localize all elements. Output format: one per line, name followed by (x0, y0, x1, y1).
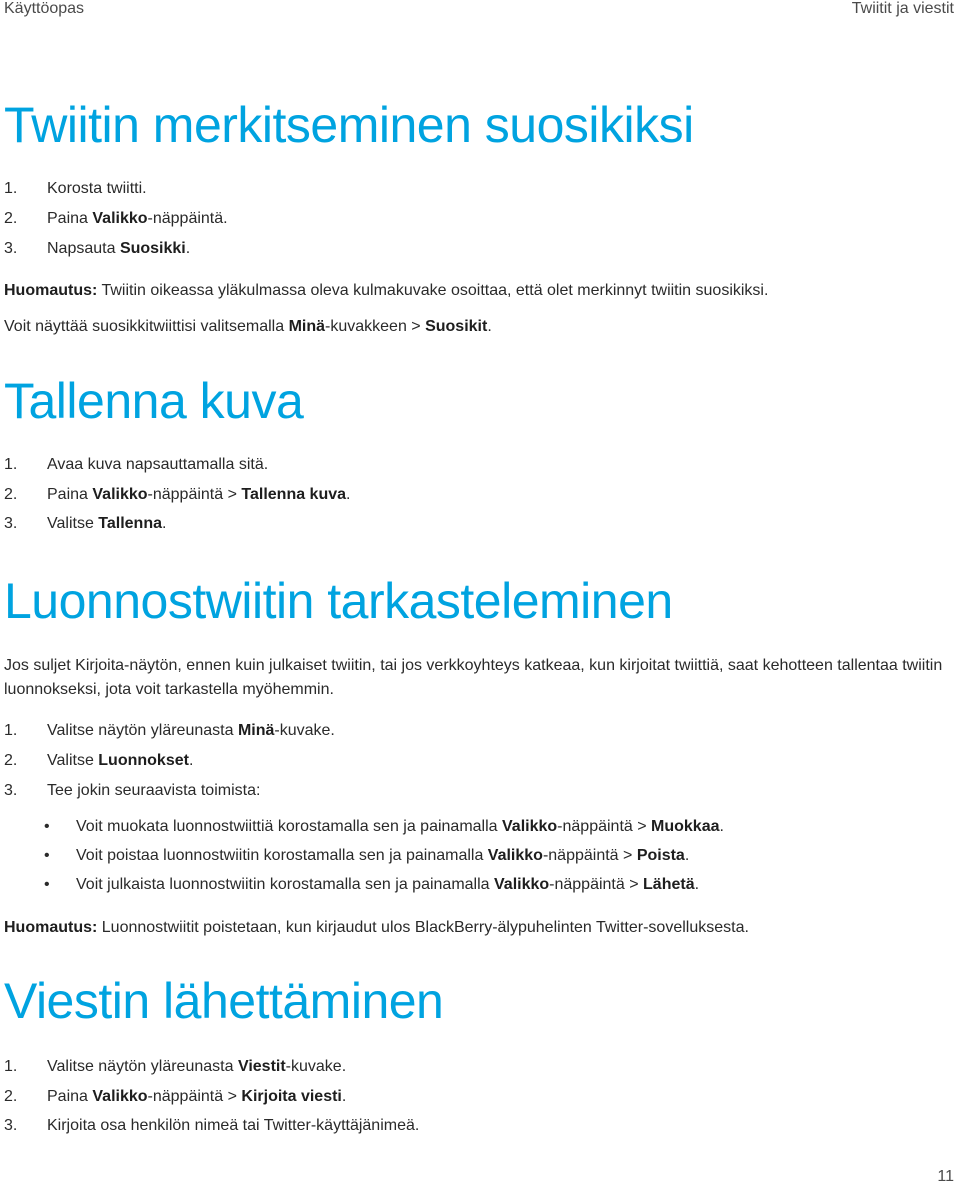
bullet-icon: • (44, 818, 50, 835)
list-item: 3. Napsauta Suosikki. (4, 240, 191, 257)
paragraph: Voit näyttää suosikkitwiittisi valitsemalla Minä-kuvakkeen > Suosikit. (4, 318, 492, 335)
bullet-item: • Voit poistaa luonnostwiitin korostamalla sen ja painamalla Valikko-näppäintä > Poista. (44, 847, 690, 864)
bullet-item: • Voit muokata luonnostwiittiä korostamalla sen ja painamalla Valikko-näppäintä > Muokkaa. (44, 818, 724, 835)
section-title-save-image: Tallenna kuva (4, 373, 304, 429)
section-title-send-message: Viestin lähettäminen (4, 973, 444, 1029)
list-item: 3. Tee jokin seuraavista toimista: (4, 782, 261, 799)
section-title-favorite: Twiitin merkitseminen suosikiksi (4, 97, 694, 153)
header-guide-title: Käyttöopas (4, 0, 85, 17)
list-item: 2. Valitse Luonnokset. (4, 752, 194, 769)
intro-paragraph: Jos suljet Kirjoita-näytön, ennen kuin julkaiset twiitin, tai jos verkkoyhteys katkeaa, kun kirjoitat twiittiä, saat kehotteen tallentaa twiitin luonnokseksi, jota voit tarkastella myöhemmin. (4, 657, 943, 698)
list-item: 3. Kirjoita osa henkilön nimeä tai Twitter-käyttäjänimeä. (4, 1117, 420, 1134)
list-item: 1. Avaa kuva napsauttamalla sitä. (4, 456, 269, 473)
list-item: 3. Valitse Tallenna. (4, 515, 167, 532)
bullet-item: • Voit julkaista luonnostwiitin korostamalla sen ja painamalla Valikko-näppäintä > Lähetä. (44, 876, 700, 893)
list-item: 2. Paina Valikko-näppäintä > Tallenna kuva. (4, 486, 351, 503)
header-chapter-title: Twiitit ja viestit (851, 0, 954, 17)
section-title-drafts: Luonnostwiitin tarkasteleminen (4, 573, 673, 629)
list-item: 1. Valitse näytön yläreunasta Viestit-kuvake. (4, 1058, 347, 1075)
bullet-icon: • (44, 876, 50, 893)
note-paragraph: Huomautus: Luonnostwiitit poistetaan, kun kirjaudut ulos BlackBerry-älypuhelinten Twitter-sovelluksesta. (4, 919, 749, 936)
list-item: 1. Korosta twiitti. (4, 180, 147, 197)
list-item: 1. Valitse näytön yläreunasta Minä-kuvake. (4, 722, 335, 739)
list-item: 2. Paina Valikko-näppäintä > Kirjoita viesti. (4, 1088, 347, 1105)
note-paragraph: Huomautus: Twiitin oikeassa yläkulmassa oleva kulmakuvake osoittaa, että olet merkinnyt twiitin suosikiksi. (4, 282, 769, 299)
bullet-icon: • (44, 847, 50, 864)
list-item: 2. Paina Valikko-näppäintä. (4, 210, 228, 227)
page-number: 11 (937, 1168, 954, 1185)
